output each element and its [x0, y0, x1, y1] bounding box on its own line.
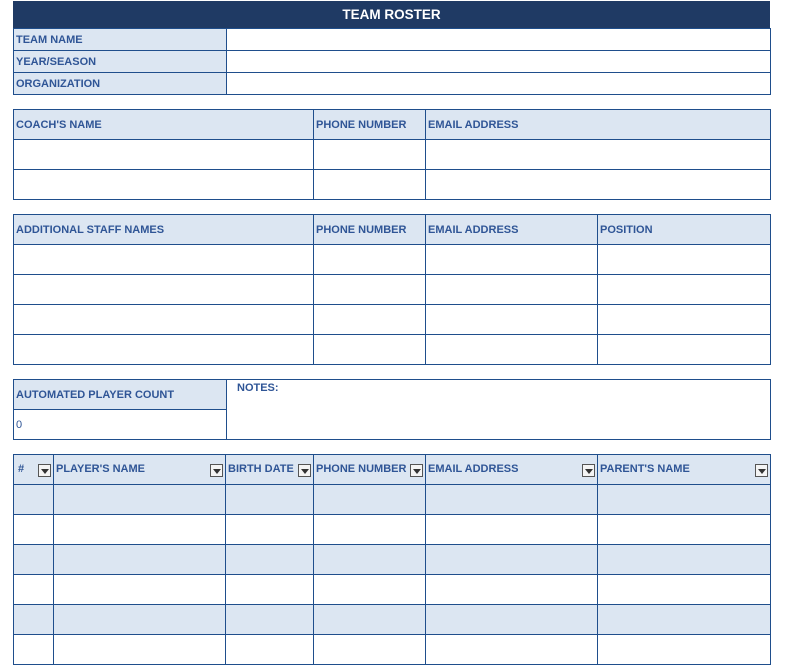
staff-section	[13, 214, 771, 365]
player-cell[interactable]	[14, 485, 54, 515]
player-cell[interactable]	[226, 545, 314, 575]
staff-email-header: EMAIL ADDRESS	[426, 215, 598, 245]
staff-cell[interactable]	[14, 305, 314, 335]
staff-cell[interactable]	[598, 275, 771, 305]
player-cell[interactable]	[54, 485, 226, 515]
team-name-label: TEAM NAME	[14, 29, 227, 51]
player-cell[interactable]	[314, 515, 426, 545]
player-cell[interactable]	[426, 545, 598, 575]
coaches-section	[13, 109, 771, 200]
staff-cell[interactable]	[314, 275, 426, 305]
coach-phone-cell[interactable]	[314, 140, 426, 170]
player-cell[interactable]	[14, 515, 54, 545]
player-cell[interactable]	[54, 545, 226, 575]
filter-dropdown-icon[interactable]	[298, 464, 311, 477]
year-season-field[interactable]	[227, 51, 771, 73]
player-cell[interactable]	[426, 515, 598, 545]
coach-phone-cell[interactable]	[314, 170, 426, 200]
player-cell[interactable]	[598, 485, 771, 515]
player-cell[interactable]	[426, 485, 598, 515]
year-season-label: YEAR/SEASON	[14, 51, 227, 73]
player-cell[interactable]	[14, 605, 54, 635]
player-cell[interactable]	[426, 605, 598, 635]
staff-position-header: POSITION	[598, 215, 771, 245]
table-row	[14, 575, 771, 605]
player-email-header: EMAIL ADDRESS	[426, 455, 598, 485]
player-count-label: AUTOMATED PLAYER COUNT	[14, 380, 227, 410]
parent-name-header: PARENT'S NAME	[598, 455, 771, 485]
coach-phone-header: PHONE NUMBER	[314, 110, 426, 140]
team-name-field[interactable]	[227, 29, 771, 51]
staff-name-header: ADDITIONAL STAFF NAMES	[14, 215, 314, 245]
staff-cell[interactable]	[14, 335, 314, 365]
player-cell[interactable]	[598, 575, 771, 605]
staff-cell[interactable]	[314, 335, 426, 365]
player-cell[interactable]	[54, 515, 226, 545]
table-row	[14, 605, 771, 635]
player-cell[interactable]	[426, 575, 598, 605]
table-row	[14, 485, 771, 515]
player-cell[interactable]	[314, 545, 426, 575]
staff-cell[interactable]	[314, 305, 426, 335]
notes-area[interactable]	[227, 380, 771, 440]
staff-cell[interactable]	[426, 245, 598, 275]
table-row	[14, 635, 771, 665]
player-cell[interactable]	[226, 515, 314, 545]
coach-email-cell[interactable]	[426, 140, 771, 170]
player-cell[interactable]	[314, 605, 426, 635]
notes-label: NOTES:	[237, 382, 279, 394]
player-phone-header: PHONE NUMBER	[314, 455, 426, 485]
count-notes-section	[13, 379, 771, 440]
player-cell[interactable]	[226, 635, 314, 665]
staff-cell[interactable]	[426, 335, 598, 365]
table-row	[14, 515, 771, 545]
coach-name-cell[interactable]	[14, 140, 314, 170]
player-cell[interactable]	[598, 635, 771, 665]
team-info-section	[13, 28, 771, 95]
staff-cell[interactable]	[598, 335, 771, 365]
player-count-value: 0	[14, 410, 227, 440]
roster-title: TEAM ROSTER	[13, 1, 770, 28]
player-cell[interactable]	[226, 605, 314, 635]
birth-date-header: BIRTH DATE	[226, 455, 314, 485]
coach-email-header: EMAIL ADDRESS	[426, 110, 771, 140]
coach-name-cell[interactable]	[14, 170, 314, 200]
player-cell[interactable]	[598, 515, 771, 545]
organization-label: ORGANIZATION	[14, 73, 227, 95]
player-cell[interactable]	[314, 575, 426, 605]
player-cell[interactable]	[14, 545, 54, 575]
player-cell[interactable]	[54, 635, 226, 665]
player-name-header: PLAYER'S NAME	[54, 455, 226, 485]
player-number-header: #	[14, 455, 54, 485]
staff-cell[interactable]	[598, 305, 771, 335]
table-row	[14, 545, 771, 575]
staff-cell[interactable]	[14, 275, 314, 305]
coach-name-header: COACH'S NAME	[14, 110, 314, 140]
staff-phone-header: PHONE NUMBER	[314, 215, 426, 245]
player-cell[interactable]	[54, 575, 226, 605]
players-section	[13, 454, 771, 665]
filter-dropdown-icon[interactable]	[755, 464, 768, 477]
coach-email-cell[interactable]	[426, 170, 771, 200]
player-cell[interactable]	[226, 485, 314, 515]
filter-dropdown-icon[interactable]	[582, 464, 595, 477]
player-cell[interactable]	[226, 575, 314, 605]
player-cell[interactable]	[314, 485, 426, 515]
filter-dropdown-icon[interactable]	[38, 464, 51, 477]
player-cell[interactable]	[54, 605, 226, 635]
filter-dropdown-icon[interactable]	[410, 464, 423, 477]
player-cell[interactable]	[14, 575, 54, 605]
player-cell[interactable]	[314, 635, 426, 665]
staff-cell[interactable]	[426, 305, 598, 335]
staff-cell[interactable]	[426, 275, 598, 305]
organization-field[interactable]	[227, 73, 771, 95]
player-cell[interactable]	[426, 635, 598, 665]
staff-cell[interactable]	[14, 245, 314, 275]
player-cell[interactable]	[14, 635, 54, 665]
staff-cell[interactable]	[598, 245, 771, 275]
filter-dropdown-icon[interactable]	[210, 464, 223, 477]
player-cell[interactable]	[598, 545, 771, 575]
staff-cell[interactable]	[314, 245, 426, 275]
player-cell[interactable]	[598, 605, 771, 635]
